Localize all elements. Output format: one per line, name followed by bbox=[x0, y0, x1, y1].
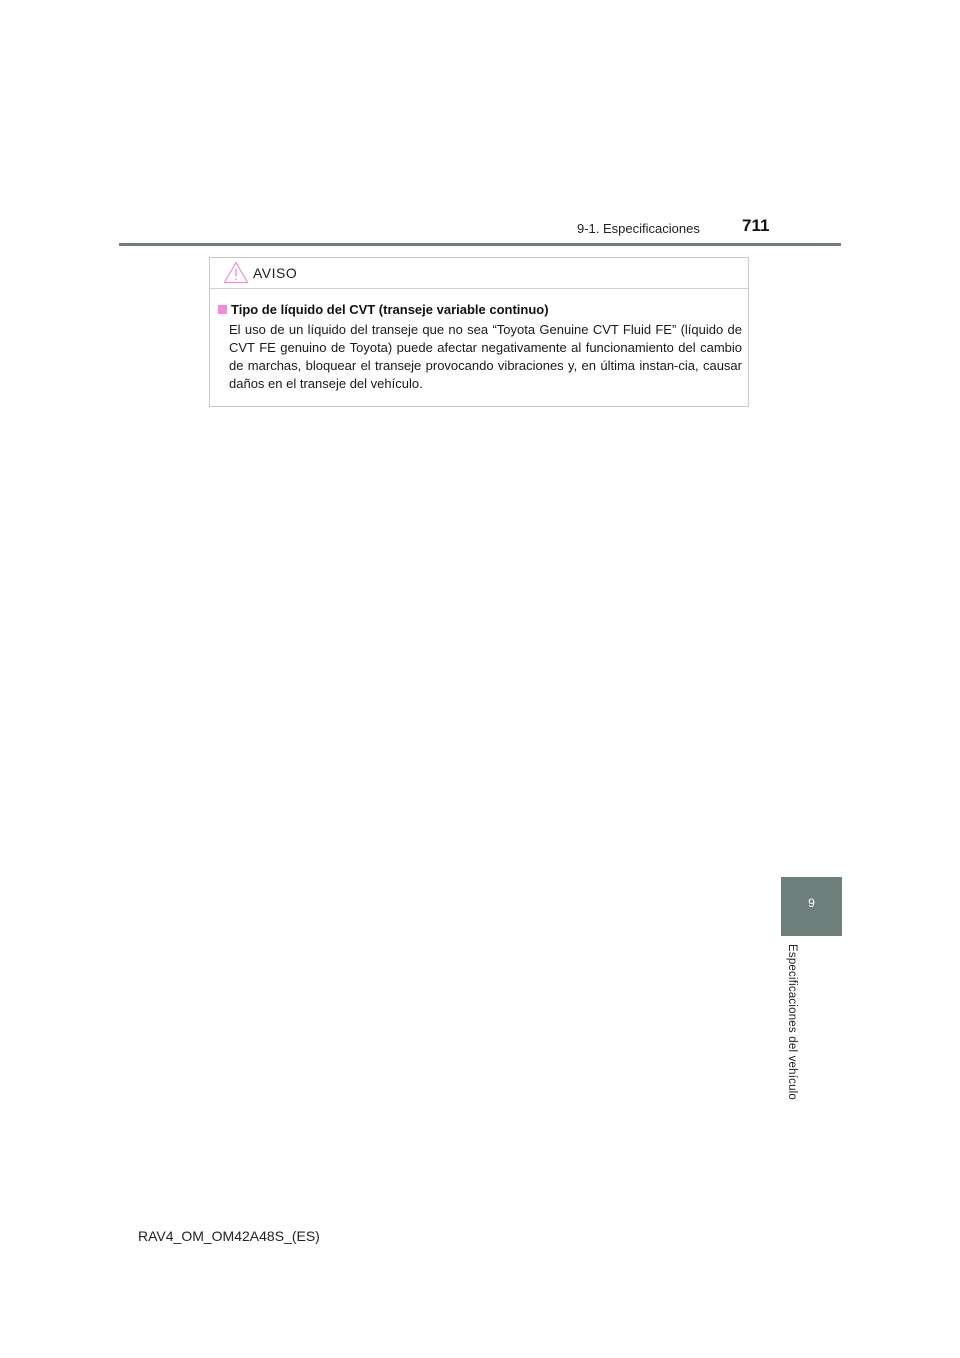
chapter-number: 9 bbox=[808, 896, 815, 910]
document-code: RAV4_OM_OM42A48S_(ES) bbox=[138, 1228, 320, 1244]
header-section-title: 9-1. Especificaciones bbox=[577, 221, 700, 236]
square-bullet-icon bbox=[218, 305, 227, 314]
warning-box bbox=[209, 257, 749, 407]
chapter-label-wrap bbox=[786, 944, 806, 1116]
header-divider bbox=[119, 243, 841, 246]
warning-header bbox=[210, 258, 748, 289]
warning-item-heading bbox=[218, 301, 742, 318]
warning-body bbox=[218, 301, 742, 393]
warning-item-text: El uso de un líquido del transeje que no sea “Toyota Genuine CVT Fluid FE” (líquido de CVT FE genuino de Toyota) puede afectar negativamente al funcionamiento del cambio de marchas, bloquear el transeje provocando vibraciones y, en última instan-cia, causar daños en el transeje del vehículo. bbox=[229, 322, 742, 391]
warning-title: AVISO bbox=[253, 265, 298, 281]
warning-triangle-icon bbox=[223, 261, 249, 284]
warning-item-heading-text: Tipo de líquido del CVT (transeje variable continuo) bbox=[231, 302, 549, 317]
chapter-tab bbox=[781, 877, 842, 936]
page-number: 711 bbox=[742, 216, 770, 235]
chapter-label: Especificaciones del vehículo bbox=[786, 944, 798, 1101]
